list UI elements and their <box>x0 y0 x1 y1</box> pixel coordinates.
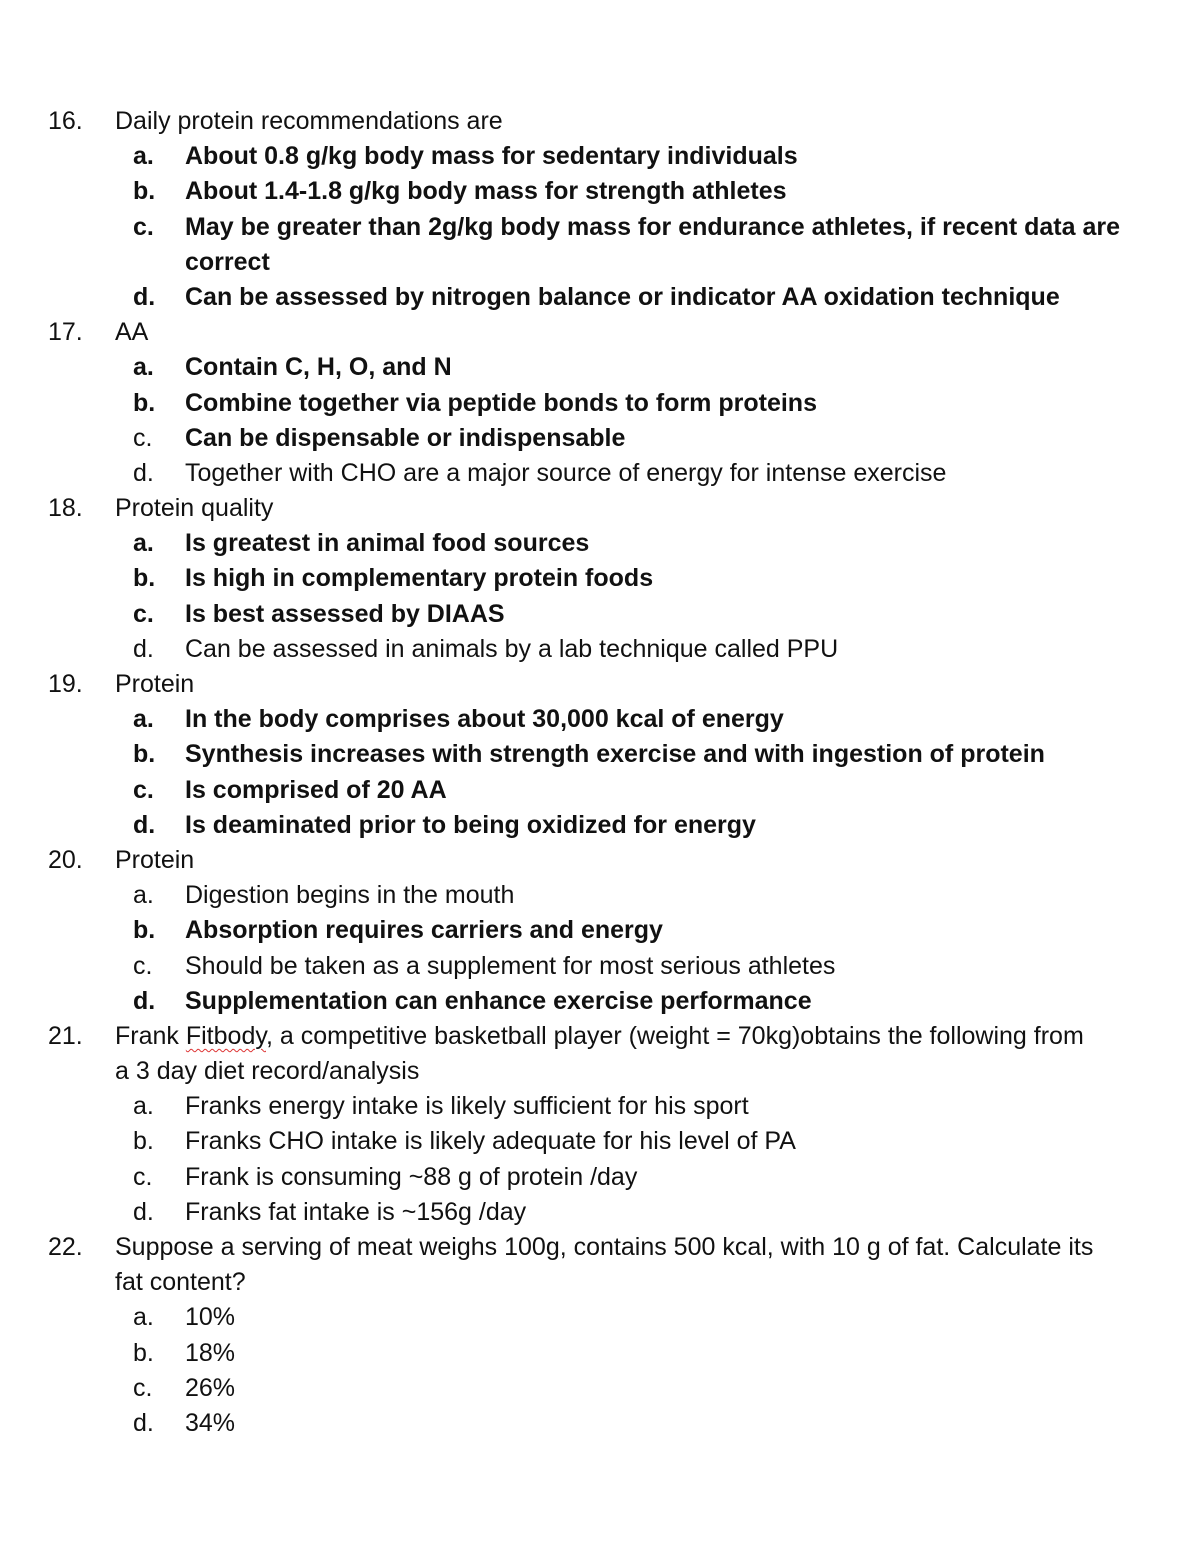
option-text: 18% <box>185 1338 236 1367</box>
option-letter: a. <box>133 1092 154 1121</box>
question-stem: Suppose a serving of meat weighs 100g, contains 500 kcal, with 10 g of fat. Calculate its <box>115 1233 1094 1261</box>
question-stem: AA <box>115 318 149 347</box>
option-letter: b. <box>133 177 156 206</box>
option-letter: c. <box>133 1373 153 1402</box>
option-c <box>0 949 1200 984</box>
option-text: May be greater than 2g/kg body mass for endurance athletes, if recent data are <box>185 212 1121 241</box>
option-d <box>0 280 1200 315</box>
option-b <box>0 561 1200 596</box>
question-stem-line <box>0 315 1200 350</box>
option-c <box>0 773 1200 808</box>
option-letter: a. <box>133 881 154 910</box>
document-page <box>0 104 1200 1441</box>
question-stem-line <box>0 104 1200 139</box>
option-text: Is deaminated prior to being oxidized for energy <box>185 810 756 839</box>
option-text: Combine together via peptide bonds to form proteins <box>185 388 817 417</box>
question-stem-line <box>0 1019 1200 1054</box>
option-text: Is best assessed by DIAAS <box>185 599 505 628</box>
option-b <box>0 174 1200 209</box>
option-letter: a. <box>133 1303 154 1332</box>
question-stem-part: , a competitive basketball player (weight = 70kg)obtains the following from <box>266 1021 1084 1050</box>
option-letter: a. <box>133 529 154 558</box>
option-c <box>0 210 1200 245</box>
option-b <box>0 737 1200 772</box>
option-a <box>0 526 1200 561</box>
option-letter: b. <box>133 1338 154 1367</box>
option-letter: a. <box>133 353 154 382</box>
question-stem: Protein quality <box>115 494 274 523</box>
option-text: Synthesis increases with strength exercise and with ingestion of protein <box>185 740 1045 769</box>
option-letter: d. <box>133 634 154 663</box>
question-21 <box>0 1019 1200 1230</box>
option-d <box>0 984 1200 1019</box>
option-text: Is high in complementary protein foods <box>185 564 654 593</box>
option-letter: c. <box>133 599 154 628</box>
option-letter: b. <box>133 740 156 769</box>
option-letter: b. <box>133 1127 154 1156</box>
option-text: Absorption requires carriers and energy <box>185 916 663 945</box>
question-stem-continuation: fat content? <box>115 1268 246 1297</box>
option-text: Franks energy intake is likely sufficient for his sport <box>185 1092 749 1121</box>
option-text: Is comprised of 20 AA <box>185 775 447 804</box>
option-letter: d. <box>133 986 156 1015</box>
option-text: Can be dispensable or indispensable <box>185 423 626 452</box>
option-a <box>0 1300 1200 1335</box>
option-letter: d. <box>133 810 156 839</box>
option-letter: b. <box>133 388 156 417</box>
option-letter: c. <box>133 775 154 804</box>
question-22 <box>0 1230 1200 1441</box>
option-a <box>0 350 1200 385</box>
option-text: Franks fat intake is ~156g /day <box>185 1197 527 1226</box>
question-number: 18. <box>48 494 83 523</box>
option-letter: a. <box>133 142 154 171</box>
question-stem-line <box>0 667 1200 702</box>
question-stem-line-2 <box>0 1265 1200 1300</box>
question-stem-continuation: a 3 day diet record/analysis <box>115 1057 420 1086</box>
option-text: 26% <box>185 1373 236 1402</box>
option-text: Contain C, H, O, and N <box>185 353 452 382</box>
option-letter: c. <box>133 951 153 980</box>
spellcheck-marked-word: Fitbody <box>185 1021 266 1050</box>
option-d <box>0 1406 1200 1441</box>
option-letter: d. <box>133 1197 154 1226</box>
option-letter: c. <box>133 1162 153 1191</box>
option-letter: d. <box>133 282 156 311</box>
question-stem: Daily protein recommendations are <box>115 107 503 135</box>
option-a <box>0 878 1200 913</box>
option-c <box>0 1160 1200 1195</box>
option-a <box>0 139 1200 174</box>
option-letter: c. <box>133 212 154 241</box>
question-number: 22. <box>48 1233 83 1261</box>
question-17 <box>0 315 1200 491</box>
question-stem-part: Frank <box>115 1021 186 1050</box>
option-text: Supplementation can enhance exercise performance <box>185 986 812 1015</box>
question-19 <box>0 667 1200 843</box>
option-text: Frank is consuming ~88 g of protein /day <box>185 1162 638 1191</box>
option-text: 34% <box>185 1408 236 1437</box>
option-b <box>0 386 1200 421</box>
option-b <box>0 1124 1200 1159</box>
option-d <box>0 632 1200 667</box>
option-text: In the body comprises about 30,000 kcal of energy <box>185 705 784 734</box>
option-b <box>0 1336 1200 1371</box>
option-d <box>0 1195 1200 1230</box>
option-d <box>0 808 1200 843</box>
option-letter: d. <box>133 1408 154 1437</box>
question-number: 16. <box>48 107 83 135</box>
option-text: 10% <box>185 1303 236 1332</box>
question-stem: Protein <box>115 845 195 874</box>
option-letter: b. <box>133 916 156 945</box>
option-letter: c. <box>133 423 153 452</box>
question-number: 17. <box>48 318 83 347</box>
option-c-continuation <box>0 245 1200 280</box>
question-number: 21. <box>48 1021 83 1050</box>
question-stem-line-2 <box>0 1054 1200 1089</box>
option-c <box>0 421 1200 456</box>
option-c <box>0 597 1200 632</box>
question-number: 20. <box>48 845 83 874</box>
question-stem-line <box>0 843 1200 878</box>
option-text: Digestion begins in the mouth <box>185 881 515 910</box>
question-18 <box>0 491 1200 667</box>
question-stem-line <box>0 1230 1200 1265</box>
question-16 <box>0 104 1200 315</box>
option-a <box>0 702 1200 737</box>
option-b <box>0 913 1200 948</box>
option-letter: a. <box>133 705 154 734</box>
option-text: Should be taken as a supplement for most serious athletes <box>185 951 836 980</box>
option-text: Together with CHO are a major source of energy for intense exercise <box>185 458 947 487</box>
option-letter: d. <box>133 458 154 487</box>
option-c <box>0 1371 1200 1406</box>
option-a <box>0 1089 1200 1124</box>
option-text: Is greatest in animal food sources <box>185 529 590 558</box>
option-d <box>0 456 1200 491</box>
option-text: About 0.8 g/kg body mass for sedentary individuals <box>185 142 798 171</box>
option-text: Can be assessed by nitrogen balance or indicator AA oxidation technique <box>185 282 1060 311</box>
option-letter: b. <box>133 564 156 593</box>
question-number: 19. <box>48 670 83 698</box>
option-text: About 1.4-1.8 g/kg body mass for strength athletes <box>185 177 787 206</box>
question-stem-line <box>0 491 1200 526</box>
option-text-continuation: correct <box>185 247 270 276</box>
question-stem <box>115 1019 1084 1054</box>
option-text: Can be assessed in animals by a lab technique called PPU <box>185 634 839 663</box>
question-20 <box>0 843 1200 1019</box>
question-stem: Protein <box>115 670 195 698</box>
option-text: Franks CHO intake is likely adequate for his level of PA <box>185 1127 796 1156</box>
